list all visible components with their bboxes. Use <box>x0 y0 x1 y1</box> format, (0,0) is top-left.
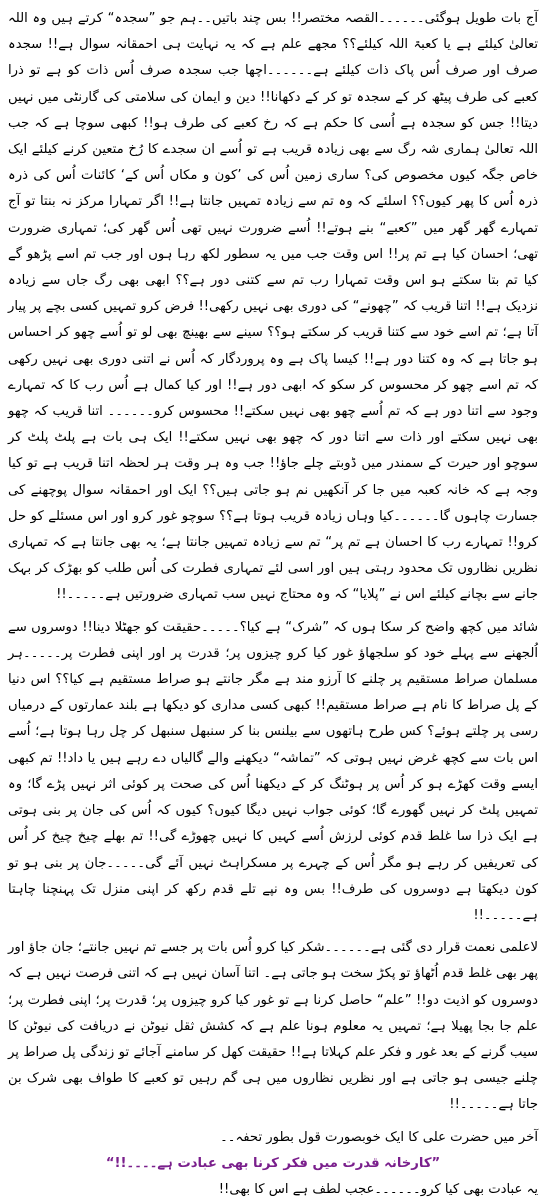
article-paragraph-3: لاعلمی نعمت قرار دی گئی ہے۔۔۔۔۔۔شکر کیا کرو اُس بات پر جسے تم نہیں جانتے؛ جان جاؤ اور پھر بھی غلط قدم اُٹھاؤ تو پکڑ سخت ہو جاتی ہے۔ اتنا آسان نہیں ہے کہ اتنی فرصت نہیں ہے کہ دوسروں کو اذیت دو!! ”علم“ حاصل کرنا ہے تو غور کیا کرو چیزوں پر؛ قدرت پر؛ اپنی فطرت پر؛ علم جا بجا پھیلا ہے؛ تمہیں یہ معلوم ہونا علم ہے کہ کشش ثقل نیوٹن نے دریافت کی نیوٹن کا سیب گرنے کے بعد غور و فکر علم کہلاتا ہے!! حقیقت کھل کر سامنے آجائے تو زندگی پل صراط پر چلنے جیسی ہو جاتی ہے اور نظریں نظاروں میں ہی گم رہیں تو کعبے کا طواف بھی شرک بن جاتا ہے۔۔۔۔۔!! <box>8 940 538 1113</box>
article-paragraph-4: آخر میں حضرت علی کا ایک خوبصورت قول بطور تحفہ۔۔ <box>220 1129 538 1145</box>
closing-line: یہ عبادت بھی کیا کرو۔۔۔۔۔۔عجب لطف ہے اس کا بھی!! <box>218 1181 538 1197</box>
article-paragraph-2: شائد میں کچھ واضح کر سکا ہوں کہ ”شرک“ ہے کیا؟۔۔۔۔۔حقیقت کو جھٹلا دینا!! دوسروں سے اُلجھنے سے پہلے خود کو سلجھاؤ غور کیا کرو چیزوں پر؛ قدرت پر اور اپنی فطرت پر۔۔۔۔۔ہر مسلمان صراط مستقیم پر چلنے کا آرزو مند ہے مگر جانتے ہو صراط مستقیم ہے کیا؟؟ اس دنیا کے پل صراط کا نام ہے صراط مستقیم!! کبھی کسی مداری کو دیکھا ہے بلند عمارتوں کے درمیاں رسی پر چلتے ہوئے؟ کس طرح ہاتھوں سے بیلنس بنا کر سنبھل سنبھل کر چل رہا ہوتا ہے؛ اُسے اس بات سے کچھ غرض نہیں ہوتی کہ ”تماشہ“ دیکھنے والے گالیاں دے رہے ہیں یا داد!! تم کبھی ایسے وقت کھڑے ہو کر اُس پر ہوٹنگ کر کے دیکھنا اُس کی صحت پر کوئی اثر نہیں پڑے گا؛ وہ تمہیں پلٹ کر نہیں گھورے گا؛ کوئی جواب نہیں دیگا کیوں؟ کیوں کہ اُس کی جان پر بنی ہوتی ہے ایک ذرا سا غلط قدم کوئی لرزش اُسے کہیں کا نہیں چھوڑے گی!! تم بھلے چیخ چیخ کر اُس کی تعریفیں کر رہے ہو مگر اُس کے چہرے پر مسکراہٹ نہیں آئے گی۔۔۔۔۔جان پر بنی ہو تو کون دیکھتا ہے دوسروں کی طرف!! بس وہ نپے تلے قدم رکھ کر اپنی منزل تک پہنچنا چاہتا ہے۔۔۔۔۔!! <box>8 619 538 923</box>
highlighted-quote: ”کارخانہ قدرت میں فکر کرنا بھی عبادت ہے۔۔۔۔!!“ <box>105 1155 441 1171</box>
article-paragraph-1: آج بات طویل ہوگئی۔۔۔۔۔۔القصہ مختصر!! بس چند باتیں۔۔ہم جو ”سجدہ“ کرتے ہیں وہ اللہ تعالیٰ کیلئے ہے یا کعبۃ اللہ کیلئے؟؟ مجھے علم ہے کہ یہ نہایت ہی احمقانہ سوال ہے!! سجدہ صرف اور صرف اُس پاک ذات کیلئے ہے۔۔۔۔۔۔اچھا جب سجدہ صرف اُس ذات کو ہے تو ذرا کعبے کی طرف پیٹھ کر کے سجدہ تو کر کے دکھانا!! دین و ایمان کی سلامتی کی گارنٹی میں نہیں دیتا!! جس کو سجدہ ہے اُسی کا حکم ہے کہ رخ کعبے کی طرف ہو!! کبھی سوچا ہے کہ جب اللہ تعالیٰ ہماری شہ رگ سے بھی زیادہ قریب ہے تو اُسے ان سجدے کا رُخ متعین کرنے کیلئے ایک خاص جگہ کیوں مخصوص کی؟ ساری زمین اُس کی ’کون و مکاں اُس کے‘ کائنات اُس کی ذرہ ذرہ اُس کا پھر کیوں؟؟ اسلئے کہ وہ تم سے زیادہ تمہیں جانتا ہے!! اگر تمہارا مرکز نہ بنتا تو آج تمہارے گھر گھر میں ”کعبے“ بنے ہوتے!! اُسے ضرورت نہیں تھی اُس گھر کی؛ تمہاری ضرورت تھی؛ احسان کیا ہے تم پر!! اس وقت جب میں یہ سطور لکھ رہا ہوں اور جب تم اسے پڑھو گے کیا تم بتا سکتے ہو اس وقت تمہارا رب تم سے کتنی دور ہے؟؟ ابھی بھی رگ جاں سے زیادہ نزدیک ہے!! اتنا قریب کہ ”چھونے“ کی دوری بھی نہیں رکھی!! فرض کرو تمہیں کسی بچے پر پیار آتا ہے؛ تم اسے خود سے کتنا قریب کر سکتے ہو؟؟ سینے سے بھینچ بھی لو تو اُسے چھو کر احساس ہو جاتا ہے کہ وہ کتنا دور ہے!! کیسا پاک ہے وہ پروردگار کہ اُس نے اتنی دوری بھی نہیں رکھی کہ تم اسے چھو کر محسوس کر سکو کہ ابھی دور ہے!! اور کیا کمال ہے اُس رب کا کہ تمہارے وجود سے اتنا دور ہے کہ تم اُسے چھو بھی نہیں سکتے!! محسوس کرو۔۔۔۔۔۔ اتنا قریب کہ چھو بھی نہیں سکتے اور ذات سے اتنا دور کہ چھو بھی نہیں سکتے!! ایک ہی بات ہے پلٹ پلٹ کر سوچو اور حیرت کے سمندر میں ڈوبتے چلے جاؤ!! جب وہ ہر وقت ہر لحظہ اتنا قریب ہے تو کیا وجہ ہے کہ خانہ کعبہ میں جا کر آنکھیں نم ہو جاتی ہیں؟؟ ایک اور احمقانہ سوال پوچھنے کی جسارت چاہوں گا۔۔۔۔۔۔کیا وہاں زیادہ قریب ہوتا ہے؟؟ سوچو غور کرو اور اس مسئلے کو حل کرو!! تمہارے رب کا احسان ہے تم پر“ تم سے زیادہ تمہیں جانتا ہے؛ یہ بھی جانتا ہے کہ تمہاری نظریں نظاروں تک محدود رہتی ہیں اور اسی لئے تمہاری فطرت کی اُس طلب کو بھڑک کر بہک جانے سے بچانے کیلئے اس نے ”پلایا“ کہ وہ محتاج نہیں سب تمہاری ضرورتیں ہے۔۔۔۔۔!! <box>8 11 538 603</box>
